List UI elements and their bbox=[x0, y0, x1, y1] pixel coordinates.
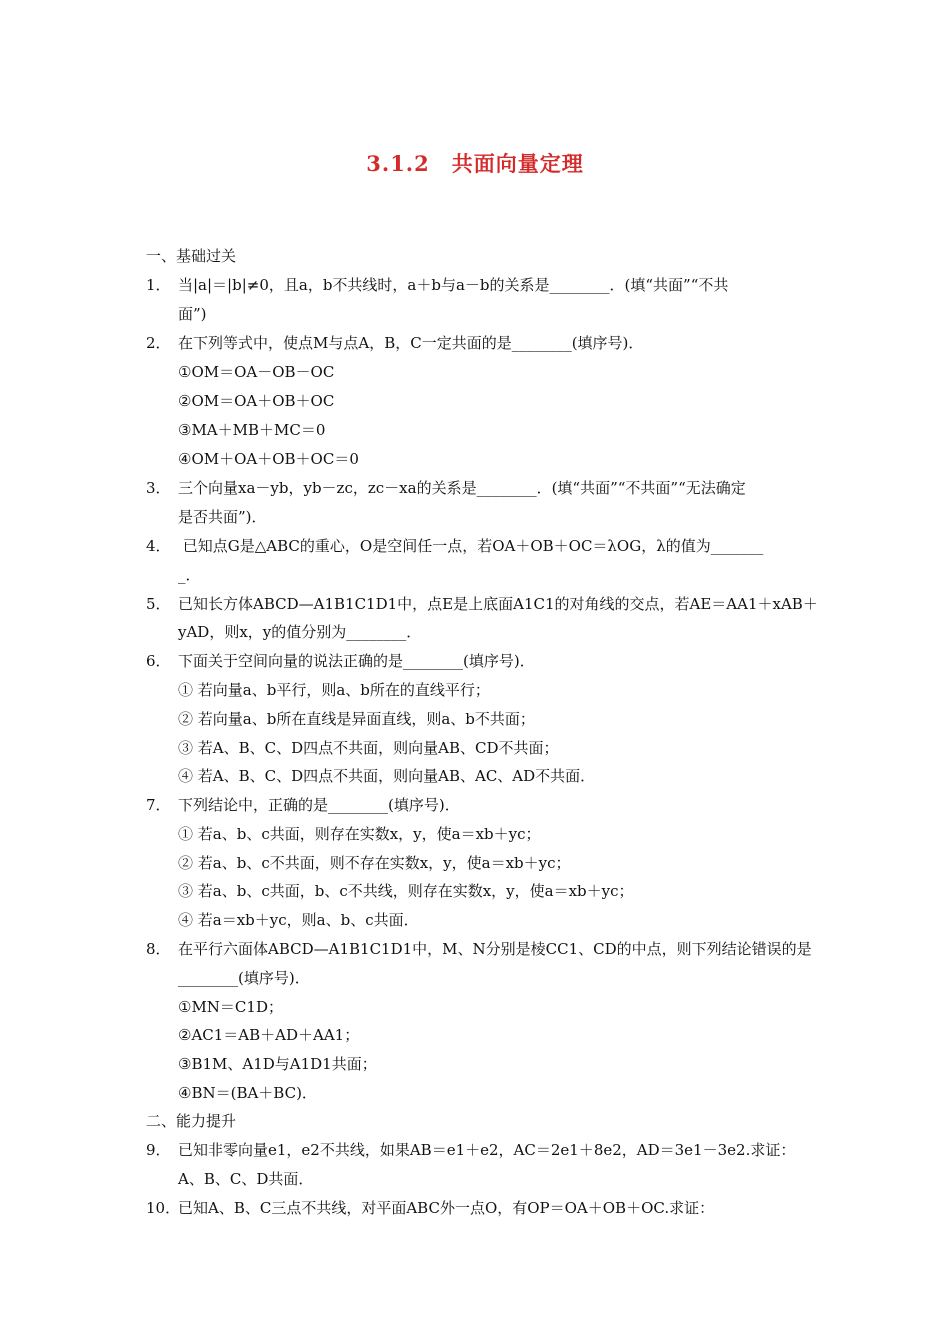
question-7 bbox=[146, 795, 460, 815]
option: ① 若a、b、c共面，则存在实数x，y，使a＝xb＋yc； bbox=[178, 825, 541, 843]
section-heading-advanced: 二、能力提升 bbox=[146, 1112, 237, 1130]
question-number: 9． bbox=[146, 1141, 171, 1159]
option: ①MN＝C1D； bbox=[178, 998, 283, 1016]
option: ③MA＋MB＋MC＝0 bbox=[178, 421, 326, 439]
option: ③ 若a、b、c共面，b、c不共线，则存在实数x，y，使a＝xb＋yc； bbox=[178, 882, 634, 900]
option: ④BN＝(BA＋BC)． bbox=[178, 1084, 317, 1102]
section-heading-basic: 一、基础过关 bbox=[146, 247, 237, 265]
question-1 bbox=[146, 275, 728, 295]
question-6 bbox=[146, 651, 535, 671]
option: ④ 若A、B、C、D四点不共面，则向量AB、AC、AD不共面． bbox=[178, 767, 596, 785]
option: ④ 若a＝xb＋yc，则a、b、c共面． bbox=[178, 911, 419, 929]
question-number: 2． bbox=[146, 334, 171, 352]
question-5 bbox=[146, 594, 818, 614]
question-text: 在下列等式中，使点M与点A，B，C一定共面的是________(填序号)． bbox=[178, 334, 644, 352]
question-text: 三个向量xa－yb，yb－zc，zc－xa的关系是________．(填“共面”“不共面”“无法确定 bbox=[178, 479, 746, 497]
question-number: 6． bbox=[146, 652, 171, 670]
question-10 bbox=[146, 1198, 714, 1218]
question-number: 1． bbox=[146, 276, 171, 294]
question-number: 8． bbox=[146, 940, 171, 958]
option: ② 若向量a、b所在直线是异面直线，则a、b不共面； bbox=[178, 710, 535, 728]
question-8-cont: ________(填序号)． bbox=[178, 969, 310, 987]
question-1-cont: 面”) bbox=[178, 305, 207, 323]
page-title: 3.1.2 共面向量定理 bbox=[366, 151, 584, 176]
option: ③B1M、A1D与A1D1共面； bbox=[178, 1055, 377, 1073]
question-9 bbox=[146, 1140, 795, 1160]
question-number: 7． bbox=[146, 796, 171, 814]
question-number: 5． bbox=[146, 595, 171, 613]
question-4 bbox=[146, 536, 763, 556]
question-5-cont: yAD，则x，y的值分别为________． bbox=[178, 623, 422, 641]
question-4-cont: _． bbox=[178, 566, 201, 584]
option: ③ 若A、B、C、D四点不共面，则向量AB、CD不共面； bbox=[178, 739, 559, 757]
question-9-cont: A、B、C、D共面． bbox=[178, 1170, 314, 1188]
option: ④OM＋OA＋OB＋OC＝0 bbox=[178, 450, 359, 468]
question-text: 已知长方体ABCD—A1B1C1D1中，点E是上底面A1C1的对角线的交点，若AE＝AA1＋xAB＋ bbox=[178, 595, 818, 613]
question-text: 下面关于空间向量的说法正确的是________(填序号)． bbox=[178, 652, 535, 670]
question-2 bbox=[146, 333, 643, 353]
question-text: 在平行六面体ABCD—A1B1C1D1中，M、N分别是棱CC1、CD的中点，则下列结论错误的是 bbox=[178, 940, 812, 958]
question-number: 4． bbox=[146, 537, 171, 555]
question-3 bbox=[146, 478, 746, 498]
question-text: 已知A、B、C三点不共线，对平面ABC外一点O，有OP＝OA＋OB＋OC.求证： bbox=[178, 1199, 715, 1217]
option: ①OM＝OA－OB－OC bbox=[178, 363, 335, 381]
question-text: 已知点G是△ABC的重心，O是空间任一点，若OA＋OB＋OC＝λOG，λ的值为_______ bbox=[178, 537, 764, 555]
question-text: 已知非零向量e1，e2不共线，如果AB＝e1＋e2，AC＝2e1＋8e2，AD＝3e1－3e2.求证： bbox=[178, 1141, 796, 1159]
question-text: 下列结论中，正确的是________(填序号)． bbox=[178, 796, 460, 814]
question-number: 10． bbox=[146, 1199, 181, 1217]
option: ②AC1＝AB＋AD＋AA1； bbox=[178, 1026, 360, 1044]
question-3-cont: 是否共面”)． bbox=[178, 508, 267, 526]
option: ② 若a、b、c不共面，则不存在实数x，y，使a＝xb＋yc； bbox=[178, 854, 571, 872]
question-text: 当|a|＝|b|≠0，且a，b不共线时，a＋b与a－b的关系是________．(填“共面”“不共 bbox=[178, 276, 729, 294]
option: ②OM＝OA＋OB＋OC bbox=[178, 392, 335, 410]
option: ① 若向量a、b平行，则a、b所在的直线平行； bbox=[178, 681, 490, 699]
question-8 bbox=[146, 939, 812, 959]
question-number: 3． bbox=[146, 479, 171, 497]
